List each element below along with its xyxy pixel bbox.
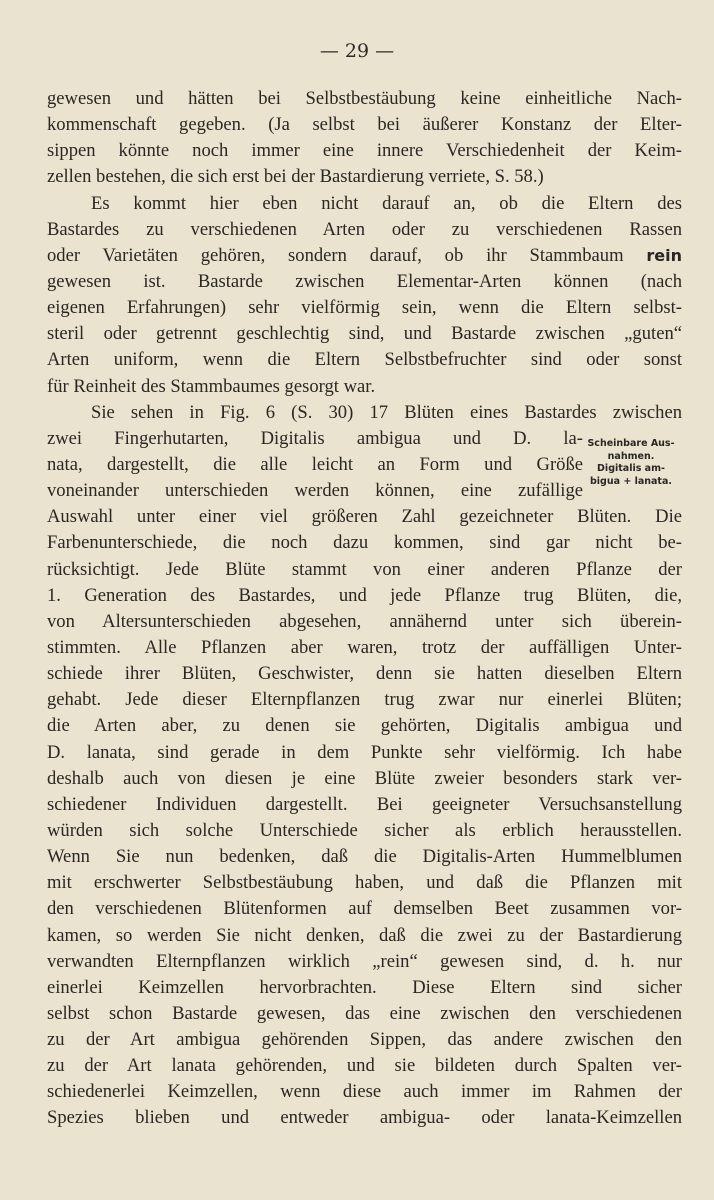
text-line: Spezies blieben und entweder ambigua- oder lanata-Keimzellen (47, 1107, 682, 1129)
text-line: deshalb auch von diesen je eine Blüte zweier besonders stark ver- (47, 767, 682, 789)
text-line: 1. Generation des Bastardes, und jede Pflanze trug Blüten, die, (47, 584, 682, 606)
body-text (47, 86, 682, 1132)
text-line: von Altersunterschieden abgesehen, annähernd unter sich überein- (47, 610, 682, 632)
text-line: schiedenerlei Keimzellen, wenn diese auch immer im Rahmen der (47, 1081, 682, 1103)
text-line: rücksichtigt. Jede Blüte stammt von einer anderen Pflanze der (47, 558, 682, 580)
text-line: den verschiedenen Blütenformen auf demselben Beet zusammen vor- (47, 898, 682, 920)
text-line: gewesen und hätten bei Selbstbestäubung keine einheitliche Nach- (47, 88, 682, 109)
text-line: steril oder getrennt geschlechtig sind, und Bastarde zwischen „guten“ (47, 323, 682, 345)
bold-word: rein (646, 245, 682, 265)
text-line: voneinander unterschieden werden können, eine zufällige (47, 480, 583, 502)
page-number: — 29 — (319, 40, 395, 62)
text-line: würden sich solche Unterschiede sicher als erblich herausstellen. (47, 819, 682, 841)
margin-note-line: Scheinbare Aus- (587, 438, 675, 449)
text-line: Wenn Sie nun bedenken, daß die Digitalis-Arten Hummelblumen (47, 846, 682, 868)
text-line: verwandten Elternpflanzen wirklich „rein“ gewesen sind, d. h. nur (47, 950, 682, 972)
margin-note (576, 438, 686, 488)
text-line: schiede ihrer Blüten, Geschwister, denn sie hatten dieselben Eltern (47, 663, 682, 685)
text-line: die Arten aber, zu denen sie gehörten, Digitalis ambigua und (47, 715, 682, 737)
text-line: stimmten. Alle Pflanzen aber waren, trotz der auffälligen Unter- (47, 636, 682, 658)
text-line: zu der Art lanata gehörenden, und sie bildeten durch Spalten ver- (47, 1055, 682, 1077)
text-line: Arten uniform, wenn die Eltern Selbstbefruchter sind oder sonst (47, 349, 682, 371)
text-line (47, 243, 682, 269)
text-line: Es kommt hier eben nicht darauf an, ob die Eltern des (91, 192, 682, 214)
text-line: Auswahl unter einer viel größeren Zahl gezeichneter Blüten. Die (47, 506, 682, 528)
text-line: selbst schon Bastarde gewesen, das eine zwischen den verschiedenen (47, 1002, 682, 1024)
text-line: zwei Fingerhutarten, Digitalis ambigua und D. la- (47, 427, 583, 449)
text-line: Sie sehen in Fig. 6 (S. 30) 17 Blüten eines Bastardes zwischen (91, 401, 682, 423)
text-line: zellen bestehen, die sich erst bei der Bastardierung verriete, S. 58.) (47, 166, 544, 188)
text-line: schiedener Individuen dargestellt. Bei geeigneter Versuchsanstellung (47, 793, 682, 815)
text-line: zu der Art ambigua gehörenden Sippen, das andere zwischen den (47, 1029, 682, 1051)
text-line-span: oder Varietäten gehören, sondern darauf, ob ihr Stammbaum (47, 244, 624, 266)
margin-note-line: bigua + lanata. (589, 475, 672, 487)
text-line: gehabt. Jede dieser Elternpflanzen trug zwar nur einerlei Blüten; (47, 689, 682, 711)
text-line: einerlei Keimzellen hervorbrachten. Diese Eltern sind sicher (47, 976, 682, 998)
text-line: kamen, so werden Sie nicht denken, daß die zwei zu der Bastardierung (47, 924, 682, 946)
text-line: sippen könnte noch immer eine innere Verschiedenheit der Keim- (47, 140, 682, 162)
text-line: nata, dargestellt, die alle leicht an Form und Größe (47, 453, 583, 475)
text-line: D. lanata, sind gerade in dem Punkte sehr vielförmig. Ich habe (47, 741, 682, 763)
margin-note-line: Digitalis am- (597, 463, 665, 475)
text-line: Bastardes zu verschiedenen Arten oder zu verschiedenen Rassen (47, 218, 682, 240)
text-line: eigenen Erfahrungen) sehr vielförmig sein, wenn die Eltern selbst- (47, 297, 682, 319)
text-line: gewesen ist. Bastarde zwischen Elementar-Arten können (nach (47, 270, 682, 292)
text-line: Farbenunterschiede, die noch dazu kommen, sind gar nicht be- (47, 532, 682, 554)
margin-note-line: nahmen. (607, 450, 655, 462)
text-line: kommenschaft gegeben. (Ja selbst bei äußerer Konstanz der Elter- (47, 114, 682, 136)
text-line: für Reinheit des Stammbaumes gesorgt war. (47, 375, 376, 397)
text-line: mit erschwerter Selbstbestäubung haben, und daß die Pflanzen mit (47, 872, 682, 894)
